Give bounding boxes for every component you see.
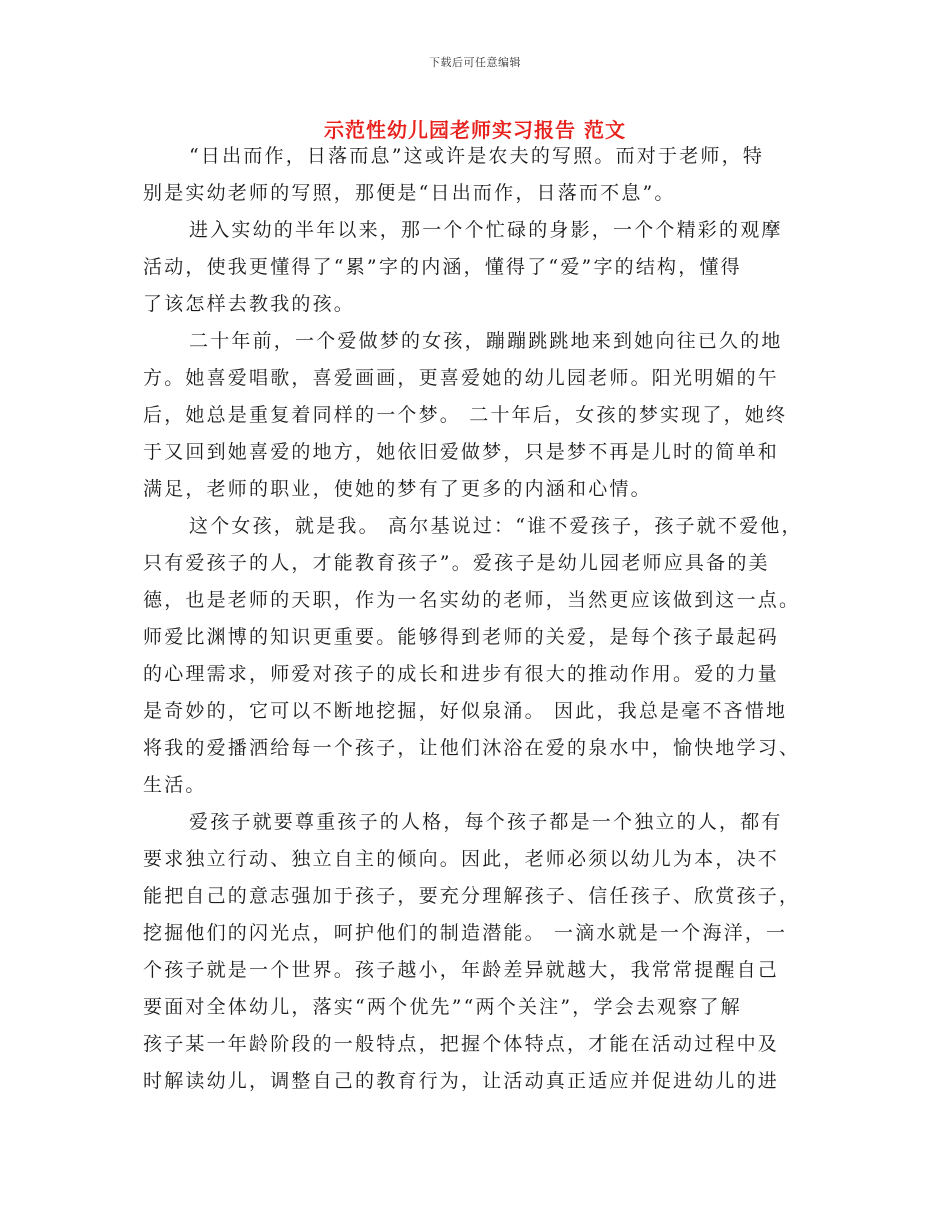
text-line: 德，也是老师的天职，作为一名实幼的老师，当然更应该做到这一点。 bbox=[143, 589, 801, 611]
text-line: “日出而作，日落而息”这或许是农夫的写照。而对于老师，特 bbox=[189, 145, 765, 167]
paragraph-5 bbox=[143, 804, 815, 1100]
text-line: 能把自己的意志强加于孩子，要充分理解孩子、信任孩子、欣赏孩子， bbox=[143, 885, 801, 907]
text-line: 只有爱孩子的人，才能教育孩子”。爱孩子是幼儿园老师应具备的美 bbox=[143, 552, 770, 574]
text-line: 别是实幼老师的写照，那便是“日出而作，日落而不息”。 bbox=[143, 182, 676, 204]
text-line: 将我的爱播洒给每一个孩子，让他们沐浴在爱的泉水中，愉快地学习、 bbox=[143, 737, 801, 759]
text-line: 于又回到她喜爱的地方，她依旧爱做梦，只是梦不再是儿时的简单和 bbox=[143, 441, 780, 463]
text-line: 这个女孩，就是我。 高尔基说过：“谁不爱孩子，孩子就不爱他， bbox=[189, 515, 803, 537]
paragraph-2 bbox=[143, 212, 815, 323]
text-line: 二十年前，一个爱做梦的女孩，蹦蹦跳跳地来到她向往已久的地 bbox=[189, 330, 783, 352]
document-body bbox=[143, 138, 815, 1100]
text-line: 要面对全体幼儿，落实“两个优先”“两个关注”，学会去观察了解 bbox=[143, 996, 742, 1018]
text-line: 方。她喜爱唱歌，喜爱画画，更喜爱她的幼儿园老师。阳光明媚的午 bbox=[143, 367, 780, 389]
text-line: 了该怎样去教我的孩。 bbox=[143, 293, 356, 315]
text-line: 是奇妙的，它可以不断地挖掘，好似泉涌。 因此，我总是毫不吝惜地 bbox=[143, 700, 788, 722]
text-line: 师爱比渊博的知识更重要。能够得到老师的关爱，是每个孩子最起码 bbox=[143, 626, 780, 648]
document-title: 示范性幼儿园老师实习报告 范文 bbox=[324, 118, 626, 142]
text-line: 后，她总是重复着同样的一个梦。 二十年后，女孩的梦实现了，她终 bbox=[143, 404, 788, 426]
text-line: 的心理需求，师爱对孩子的成长和进步有很大的推动作用。爱的力量 bbox=[143, 663, 780, 685]
paragraph-3 bbox=[143, 323, 815, 508]
paragraph-1 bbox=[143, 138, 815, 212]
text-line: 爱孩子就要尊重孩子的人格，每个孩子都是一个独立的人，都有 bbox=[189, 811, 783, 833]
paragraph-4 bbox=[143, 508, 815, 804]
text-line: 进入实幼的半年以来，那一个个忙碌的身影，一个个精彩的观摩 bbox=[189, 219, 783, 241]
download-note: 下载后可任意编辑 bbox=[429, 56, 521, 69]
text-line: 要求独立行动、独立自主的倾向。因此，老师必须以幼儿为本，决不 bbox=[143, 848, 780, 870]
text-line: 孩子某一年龄阶段的一般特点，把握个体特点，才能在活动过程中及 bbox=[143, 1033, 780, 1055]
text-line: 个孩子就是一个世界。孩子越小，年龄差异就越大，我常常提醒自己 bbox=[143, 959, 780, 981]
text-line: 挖掘他们的闪光点，呵护他们的制造潜能。 一滴水就是一个海洋，一 bbox=[143, 922, 788, 944]
text-line: 满足，老师的职业，使她的梦有了更多的内涵和心情。 bbox=[143, 478, 652, 500]
text-line: 生活。 bbox=[143, 774, 207, 796]
text-line: 活动，使我更懂得了“累”字的内涵，懂得了“爱”字的结构，懂得 bbox=[143, 256, 742, 278]
text-line: 时解读幼儿，调整自己的教育行为，让活动真正适应并促进幼儿的进 bbox=[143, 1070, 780, 1092]
